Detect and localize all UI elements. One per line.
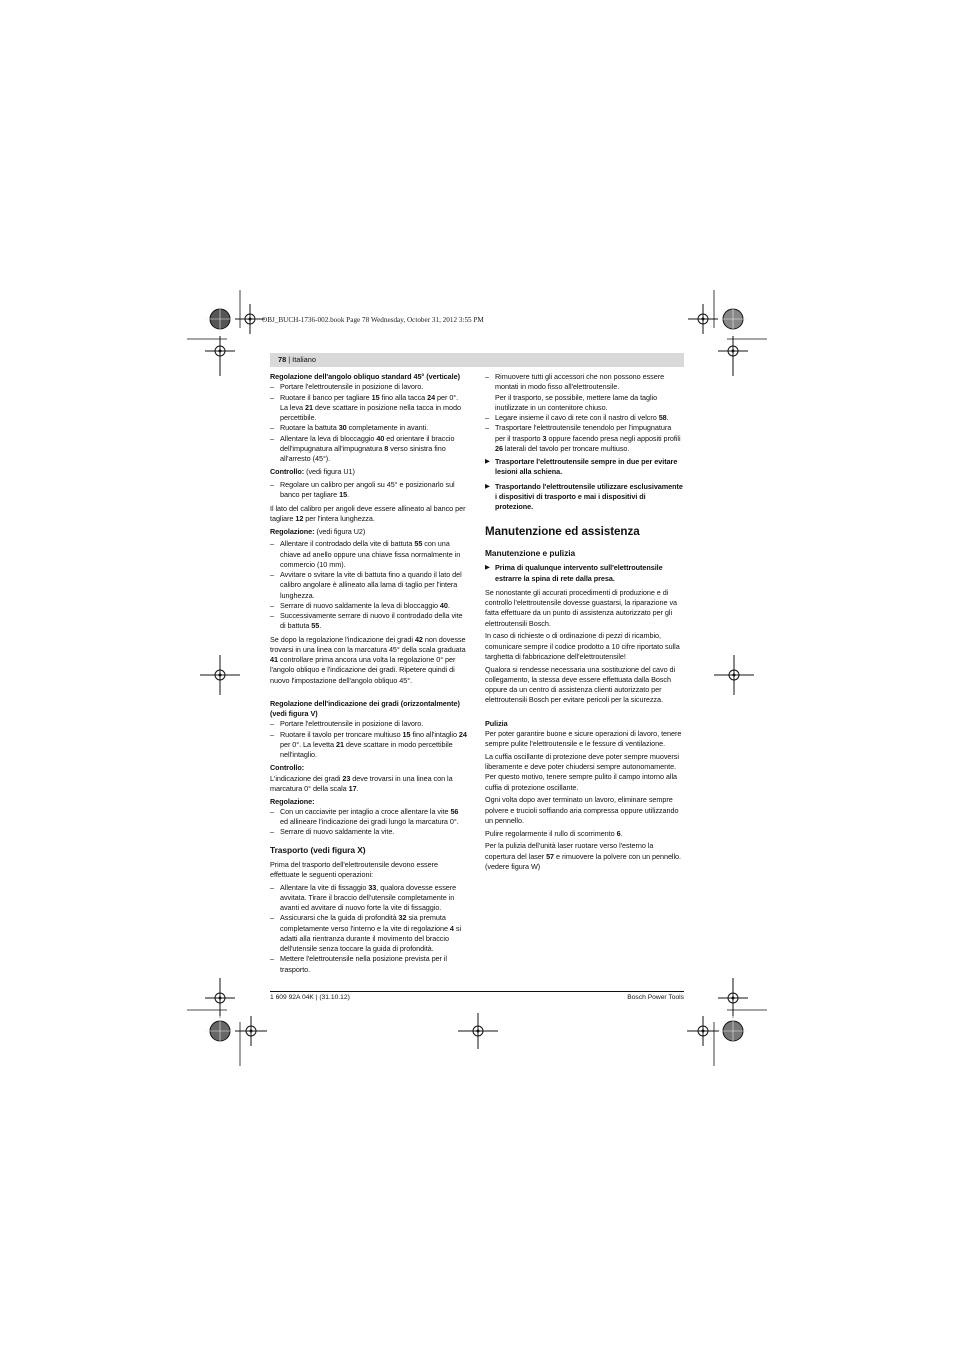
warnings-block: [485, 457, 683, 512]
list-dash: –: [270, 600, 274, 610]
adjust-paragraph: Regolazione: (vedi figura U2): [270, 526, 366, 536]
list-dash: –: [270, 539, 274, 549]
list-item: [270, 913, 468, 954]
list-dash: –: [485, 423, 489, 433]
list-item: [270, 954, 468, 975]
list-item-text: Portare l'elettroutensile in posizione di lavoro.: [280, 719, 424, 729]
paragraph: In caso di richieste o di ordinazione di pezzi di ricambio, comunicare sempre il codice prodotto a 10 cifre riportato sulla targhetta di fabbricazione dell'elettroutensile!: [485, 631, 680, 661]
paragraph: Per poter garantire buone e sicure operazioni di lavoro, tenere sempre pulite l'elettroutensile e le fessure di ventilazione.: [485, 728, 682, 748]
crop-mark-bottom-center: [458, 1013, 498, 1053]
crop-mark-bottom-right: [667, 970, 767, 1070]
check-note: L'indicazione dei gradi 23 deve trovarsi in una linea con la marcatura 0° della scala 17.: [270, 773, 453, 793]
list-dash: –: [270, 954, 274, 964]
check-paragraph: Controllo: (vedi figura U1): [270, 467, 355, 477]
warning-text: Trasportando l'elettroutensile utilizzare esclusivamente i dispositivi di trasporto e mai i dispositivi di protezione.: [495, 481, 683, 511]
paragraph: Qualora si rendesse necessaria una sostituzione del cavo di collegamento, la stessa deve essere effettuata dalla Bosch oppure da un centro di assistenza clienti autorizzato per elettroutensili Bosch per evitare pericoli per la sicurezza.: [485, 664, 676, 705]
registration-mark-icon: [667, 970, 767, 1070]
list-item-text: Allentare il controdado della vite di battuta 55 con una chiave ad anello oppure una chiave fissa normalmente in commercio (10 mm).: [280, 539, 461, 569]
warning-text: Trasportare l'elettroutensile sempre in due per evitare lesioni alla schiena.: [495, 457, 678, 477]
list-item: [270, 719, 468, 729]
list-item: [270, 883, 468, 914]
warning-item: [485, 457, 683, 478]
list-dash: –: [270, 882, 274, 892]
list-item-text: Successivamente serrare di nuovo il controdado della vite di battuta 55.: [280, 611, 463, 631]
list-item: [270, 480, 468, 501]
list-item: [270, 601, 468, 611]
list-dash: –: [270, 611, 274, 620]
section-heading-degree-indicator: Regolazione dell'indicazione dei gradi (orizzontalmente) (vedi figura V): [270, 698, 460, 718]
subsection-heading-cleaning: Pulizia: [485, 718, 508, 728]
list-item: [485, 413, 683, 423]
list-item: [270, 539, 468, 570]
maintenance-paragraphs: [485, 588, 683, 706]
transport-list-continued: [485, 372, 683, 454]
steps-list: [270, 719, 468, 760]
crop-mark-middle-left: [200, 655, 240, 695]
check-list: [270, 480, 468, 501]
list-item: [485, 372, 683, 413]
section-heading-transport: Trasporto (vedi figura X): [270, 844, 366, 855]
list-item-text: Serrare di nuovo saldamente la leva di bloccaggio 40.: [280, 600, 450, 610]
list-item: [270, 434, 468, 465]
list-item: [270, 423, 468, 433]
paragraph: La cuffia oscillante di protezione deve poter sempre muoversi liberamente e deve poter chiudersi sempre autonomamente. Per questo motivo, tenere sempre pulito il campo intorno alla cuffia di protezione oscillante.: [485, 751, 679, 792]
registration-mark-icon: [200, 655, 240, 695]
list-dash: –: [270, 423, 274, 433]
page-header-bar: [270, 353, 684, 367]
list-item: [270, 827, 468, 837]
section-heading-45-bevel: Regolazione dell'angolo obliquo standard 45° (verticale): [270, 372, 460, 381]
list-item: [270, 730, 468, 761]
crop-mark-middle-right: [714, 655, 754, 695]
registration-mark-icon: [458, 1013, 498, 1053]
footer-rule: [270, 991, 684, 992]
list-dash: –: [270, 913, 274, 923]
paragraph: Ogni volta dopo aver terminato un lavoro, eliminare sempre polvere e trucioli soffiando aria compressa oppure utilizzando un pennello.: [485, 795, 679, 825]
transport-intro: Prima del trasporto dell'elettroutensile devono essere effettuate le seguenti operazioni:: [270, 859, 438, 879]
steps-list: [270, 382, 468, 464]
section-title-maintenance: Manutenzione ed assistenza: [485, 525, 640, 539]
paragraph: Pulire regolarmente il rullo di scorrimento 6.: [485, 828, 623, 838]
print-file-info: OBJ_BUCH-1736-002.book Page 78 Wednesday, October 31, 2012 3:55 PM: [262, 316, 484, 324]
list-dash: –: [270, 382, 274, 392]
paragraph: Se nonostante gli accurati procedimenti di produzione e di controllo l'elettroutensile dovesse guastarsi, la riparazione va fatta effettuare da un punto di assistenza autorizzato per gli elettroutensili Bosch.: [485, 587, 678, 628]
list-dash: –: [485, 413, 489, 422]
footer-doc-code: 1 609 92A 04K | (31.10.12): [270, 994, 350, 1001]
list-dash: –: [270, 480, 274, 489]
list-dash: –: [270, 433, 274, 443]
list-item-text: Avvitare o svitare la vite di battuta fino a quando il lato del calibro angolare è allineato alla lama di taglio per l'intera lunghezza.: [280, 570, 462, 600]
header-separator: |: [288, 355, 291, 364]
subsection-heading-maintenance-cleaning: Manutenzione e pulizia: [485, 548, 576, 559]
transport-list: [270, 883, 468, 975]
adjust-label: Regolazione:: [270, 796, 315, 806]
warning-arrow-icon: ▶: [485, 458, 490, 465]
list-dash: –: [485, 372, 489, 381]
page-number: 78: [278, 355, 287, 364]
list-item-text: Ruotare la battuta 30 completamente in avanti.: [280, 423, 429, 433]
header-language: Italiano: [292, 355, 316, 364]
warning-arrow-icon: ▶: [485, 482, 490, 490]
list-item: [270, 393, 468, 424]
list-dash: –: [270, 806, 274, 816]
adjust-list: [270, 807, 468, 838]
list-item-text: Mettere l'elettroutensile nella posizione prevista per il trasporto.: [280, 954, 447, 974]
list-item-text: Con un cacciavite per intaglio a croce allentare la vite 56 ed allineare l'indicazione dei gradi lungo la marcatura 0°.: [280, 806, 459, 826]
list-item-text: Ruotare il tavolo per troncare multiuso 15 fino all'intaglio 24 per 0°. La levetta 21 deve scattare in modo percettibile nell'intaglio.: [280, 729, 467, 759]
list-dash: –: [270, 570, 274, 579]
registration-mark-icon: [714, 655, 754, 695]
list-item-text: Portare l'elettroutensile in posizione di lavoro.: [280, 382, 424, 392]
list-dash: –: [270, 729, 274, 739]
list-dash: –: [270, 392, 274, 402]
list-item: [270, 807, 468, 828]
list-dash: –: [270, 719, 274, 729]
list-item-text: Rimuovere tutti gli accessori che non possono essere montati in modo fisso all'elettroutensile. Per il trasporto, se possibile, mettere lame da taglio inutilizzate in un contenitore chiuso.: [495, 372, 665, 412]
list-dash: –: [270, 827, 274, 837]
warning-unplug: ▶ Prima di qualunque intervento sull'elettroutensile estrarre la spina di rete dalla presa.: [485, 563, 663, 583]
paragraph: Per la pulizia dell'unità laser ruotare verso l'esterno la copertura del laser 57 e rimuovere la polvere con un pennello. (vedere figura W): [485, 841, 681, 871]
warning-item: [485, 482, 683, 513]
adjust-list: [270, 539, 468, 631]
list-item-text: Allentare la leva di bloccaggio 40 ed orientare il braccio dell'impugnatura all'impugnatura 8 verso sinistra fino all'arresto (45°).: [280, 433, 455, 463]
crop-mark-bottom-left: [187, 970, 287, 1070]
list-item: [485, 423, 683, 454]
list-item-text: Regolare un calibro per angoli su 45° e posizionarlo sul banco per tagliare 15.: [280, 480, 455, 500]
list-item-text: Ruotare il banco per tagliare 15 fino alla tacca 24 per 0°. La leva 21 deve scattare in posizione nella tacca in modo percettibile.: [280, 392, 461, 422]
list-item-text: Trasportare l'elettroutensile tenendolo per l'impugnatura per il trasporto 3 oppure facendo presa negli appositi profili 26 laterali del tavolo per troncare multiuso.: [495, 423, 681, 453]
cleaning-paragraphs: [485, 729, 683, 872]
list-item: [270, 611, 468, 632]
list-item-text: Serrare di nuovo saldamente la vite.: [280, 827, 395, 837]
right-column: [485, 372, 683, 875]
check-note: Il lato del calibro per angoli deve essere allineato al banco per tagliare 12 per l'intera lunghezza.: [270, 503, 466, 523]
list-item-text: Legare insieme il cavo di rete con il nastro di velcro 58.: [495, 413, 669, 422]
list-item-text: Assicurarsi che la guida di profondità 32 sia premuta completamente verso l'interno e la vite di regolazione 4 si adatti alla rientranza durante il movimento del braccio dell'utensile senza toccare la guida di profondità.: [280, 913, 462, 953]
registration-mark-icon: [187, 970, 287, 1070]
list-item-text: Allentare la vite di fissaggio 33, qualora dovesse essere avvitata. Tirare il braccio dell'utensile completamente in avanti ed avvitare di nuovo forte la vite di fissaggio.: [280, 882, 457, 912]
list-item: [270, 382, 468, 392]
footer-brand: Bosch Power Tools: [627, 994, 684, 1001]
left-column: [270, 372, 468, 978]
closing-paragraph: Se dopo la regolazione l'indicazione dei gradi 42 non dovesse trovarsi in una linea con la marcatura 45° della scala graduata 41 controllare prima ancora una volta la regolazione 0° per l'angolo obliquo e l'indicazione dei gradi. Ripetere quindi di nuovo l'impostazione dell'angolo obliquo 45°.: [270, 634, 466, 685]
warning-arrow-icon: ▶: [485, 564, 490, 572]
list-item: [270, 570, 468, 601]
check-label: Controllo:: [270, 763, 305, 773]
